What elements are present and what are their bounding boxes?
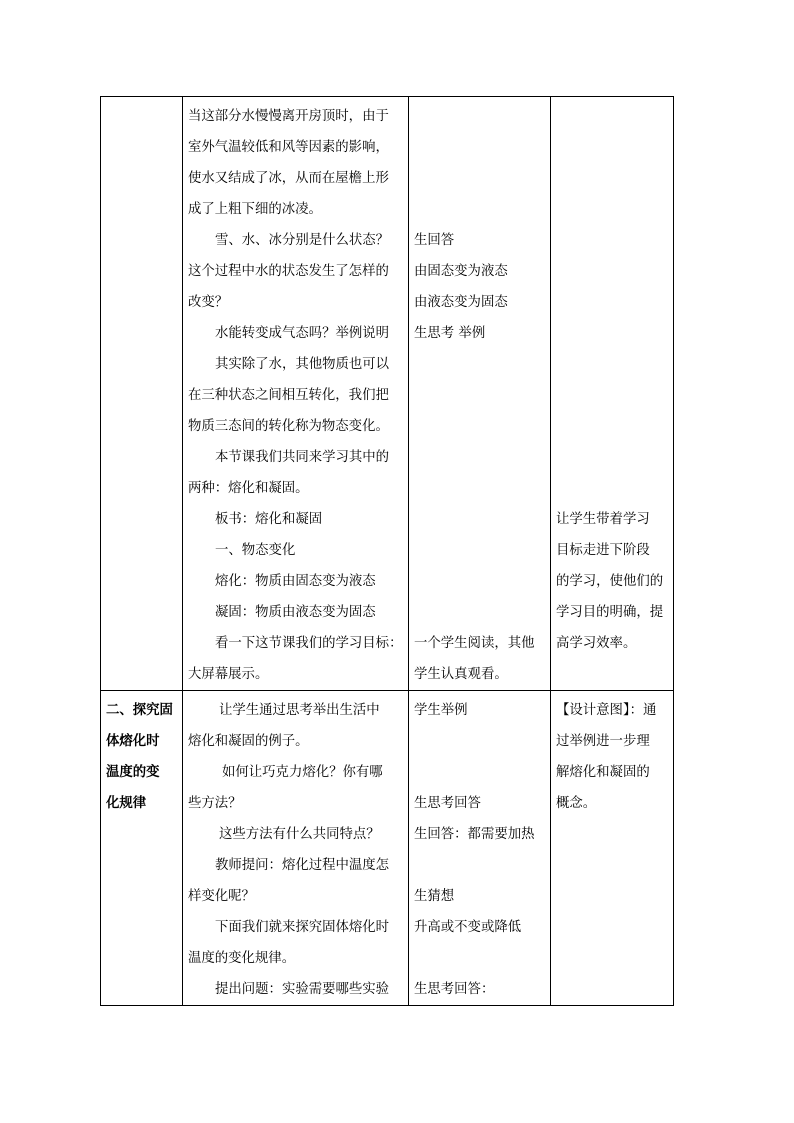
- text-line: 室外气温较低和风等因素的影响，: [188, 140, 389, 155]
- text-line: 些方法？: [188, 796, 242, 811]
- text-line: 这个过程中水的状态发生了怎样的: [188, 264, 389, 279]
- section-title-line: 体熔化时: [106, 734, 160, 749]
- table-row: [101, 691, 674, 1006]
- text-line: 生思考回答: [414, 796, 481, 811]
- text-line: 下面我们就来探究固体熔化时: [215, 920, 390, 935]
- text-line: 学生认真观看。: [414, 667, 508, 682]
- text-line: 雪、水、冰分别是什么状态？: [215, 233, 390, 248]
- text-line: 生猜想: [414, 889, 455, 904]
- text-line: 学生举例: [414, 703, 468, 718]
- text-line: 让学生通过思考举出生活中: [219, 703, 380, 718]
- text-line: 高学习效率。: [556, 636, 637, 651]
- lesson-plan-table: [100, 96, 674, 1006]
- text-line: 让学生带着学习: [556, 512, 650, 527]
- text-line: 生思考 举例: [414, 326, 486, 341]
- text-line: 提出问题：实验需要哪些实验: [215, 982, 390, 997]
- text-line: 其实除了水，其他物质也可以: [215, 357, 390, 372]
- text-line: 大屏幕展示。: [188, 667, 269, 682]
- text-line: 一、物态变化: [215, 543, 296, 558]
- section-title-line: 温度的变: [106, 765, 160, 780]
- text-line: 本节课我们共同来学习其中的: [215, 450, 390, 465]
- text-line: 生回答：都需要加热: [414, 827, 535, 842]
- table-row: [101, 97, 674, 691]
- design-intent-cell: [551, 97, 674, 691]
- student-activity-cell: [409, 691, 551, 1006]
- text-line: 由固态变为液态: [414, 264, 508, 279]
- text-line: 看一下这节课我们的学习目标：: [215, 636, 403, 651]
- text-line: 过举例进一步理: [556, 734, 650, 749]
- text-line: 教师提问：熔化过程中温度怎: [215, 858, 390, 873]
- text-line: 解熔化和凝固的: [556, 765, 650, 780]
- teacher-activity-cell: [183, 691, 409, 1006]
- text-line: 【设计意图】：通: [556, 703, 657, 718]
- text-line: 板书：熔化和凝固: [215, 512, 323, 527]
- text-line: 生回答: [414, 233, 455, 248]
- text-line: 概念。: [556, 796, 597, 811]
- text-line: 如何让巧克力熔化？你有哪: [222, 765, 383, 780]
- text-line: 熔化：物质由固态变为液态: [215, 574, 376, 589]
- text-line: 由液态变为固态: [414, 295, 508, 310]
- teacher-activity-cell: [183, 97, 409, 691]
- student-activity-cell: [409, 97, 551, 691]
- text-line: 使水又结成了冰，从而在屋檐上形: [188, 171, 389, 186]
- section-title-line: 二、探究固: [106, 703, 173, 718]
- text-line: 升高或不变或降低: [414, 920, 522, 935]
- section-title-cell: [101, 691, 183, 1006]
- text-line: 生思考回答：: [414, 982, 495, 997]
- text-line: 水能转变成气态吗？举例说明: [215, 326, 390, 341]
- text-line: 目标走进下阶段: [556, 543, 650, 558]
- text-line: 当这部分水慢慢离开房顶时，由于: [188, 109, 389, 124]
- text-line: 一个学生阅读，其他: [414, 636, 535, 651]
- text-line: 凝固：物质由液态变为固态: [215, 605, 376, 620]
- text-line: 熔化和凝固的例子。: [188, 734, 309, 749]
- section-cell-empty: [101, 97, 183, 691]
- text-line: 样变化呢？: [188, 889, 255, 904]
- text-line: 温度的变化规律。: [188, 951, 296, 966]
- text-line: 在三种状态之间相互转化，我们把: [188, 388, 389, 403]
- text-line: 两种：熔化和凝固。: [188, 481, 309, 496]
- text-line: 的学习，使他们的: [556, 574, 664, 589]
- text-line: 改变？: [188, 295, 229, 310]
- design-intent-cell: [551, 691, 674, 1006]
- section-title-line: 化规律: [106, 796, 147, 811]
- text-line: 学习目的明确，提: [556, 605, 664, 620]
- text-line: 成了上粗下细的冰凌。: [188, 202, 322, 217]
- text-line: 物质三态间的转化称为物态变化。: [188, 419, 389, 434]
- text-line: 这些方法有什么共同特点？: [219, 827, 380, 842]
